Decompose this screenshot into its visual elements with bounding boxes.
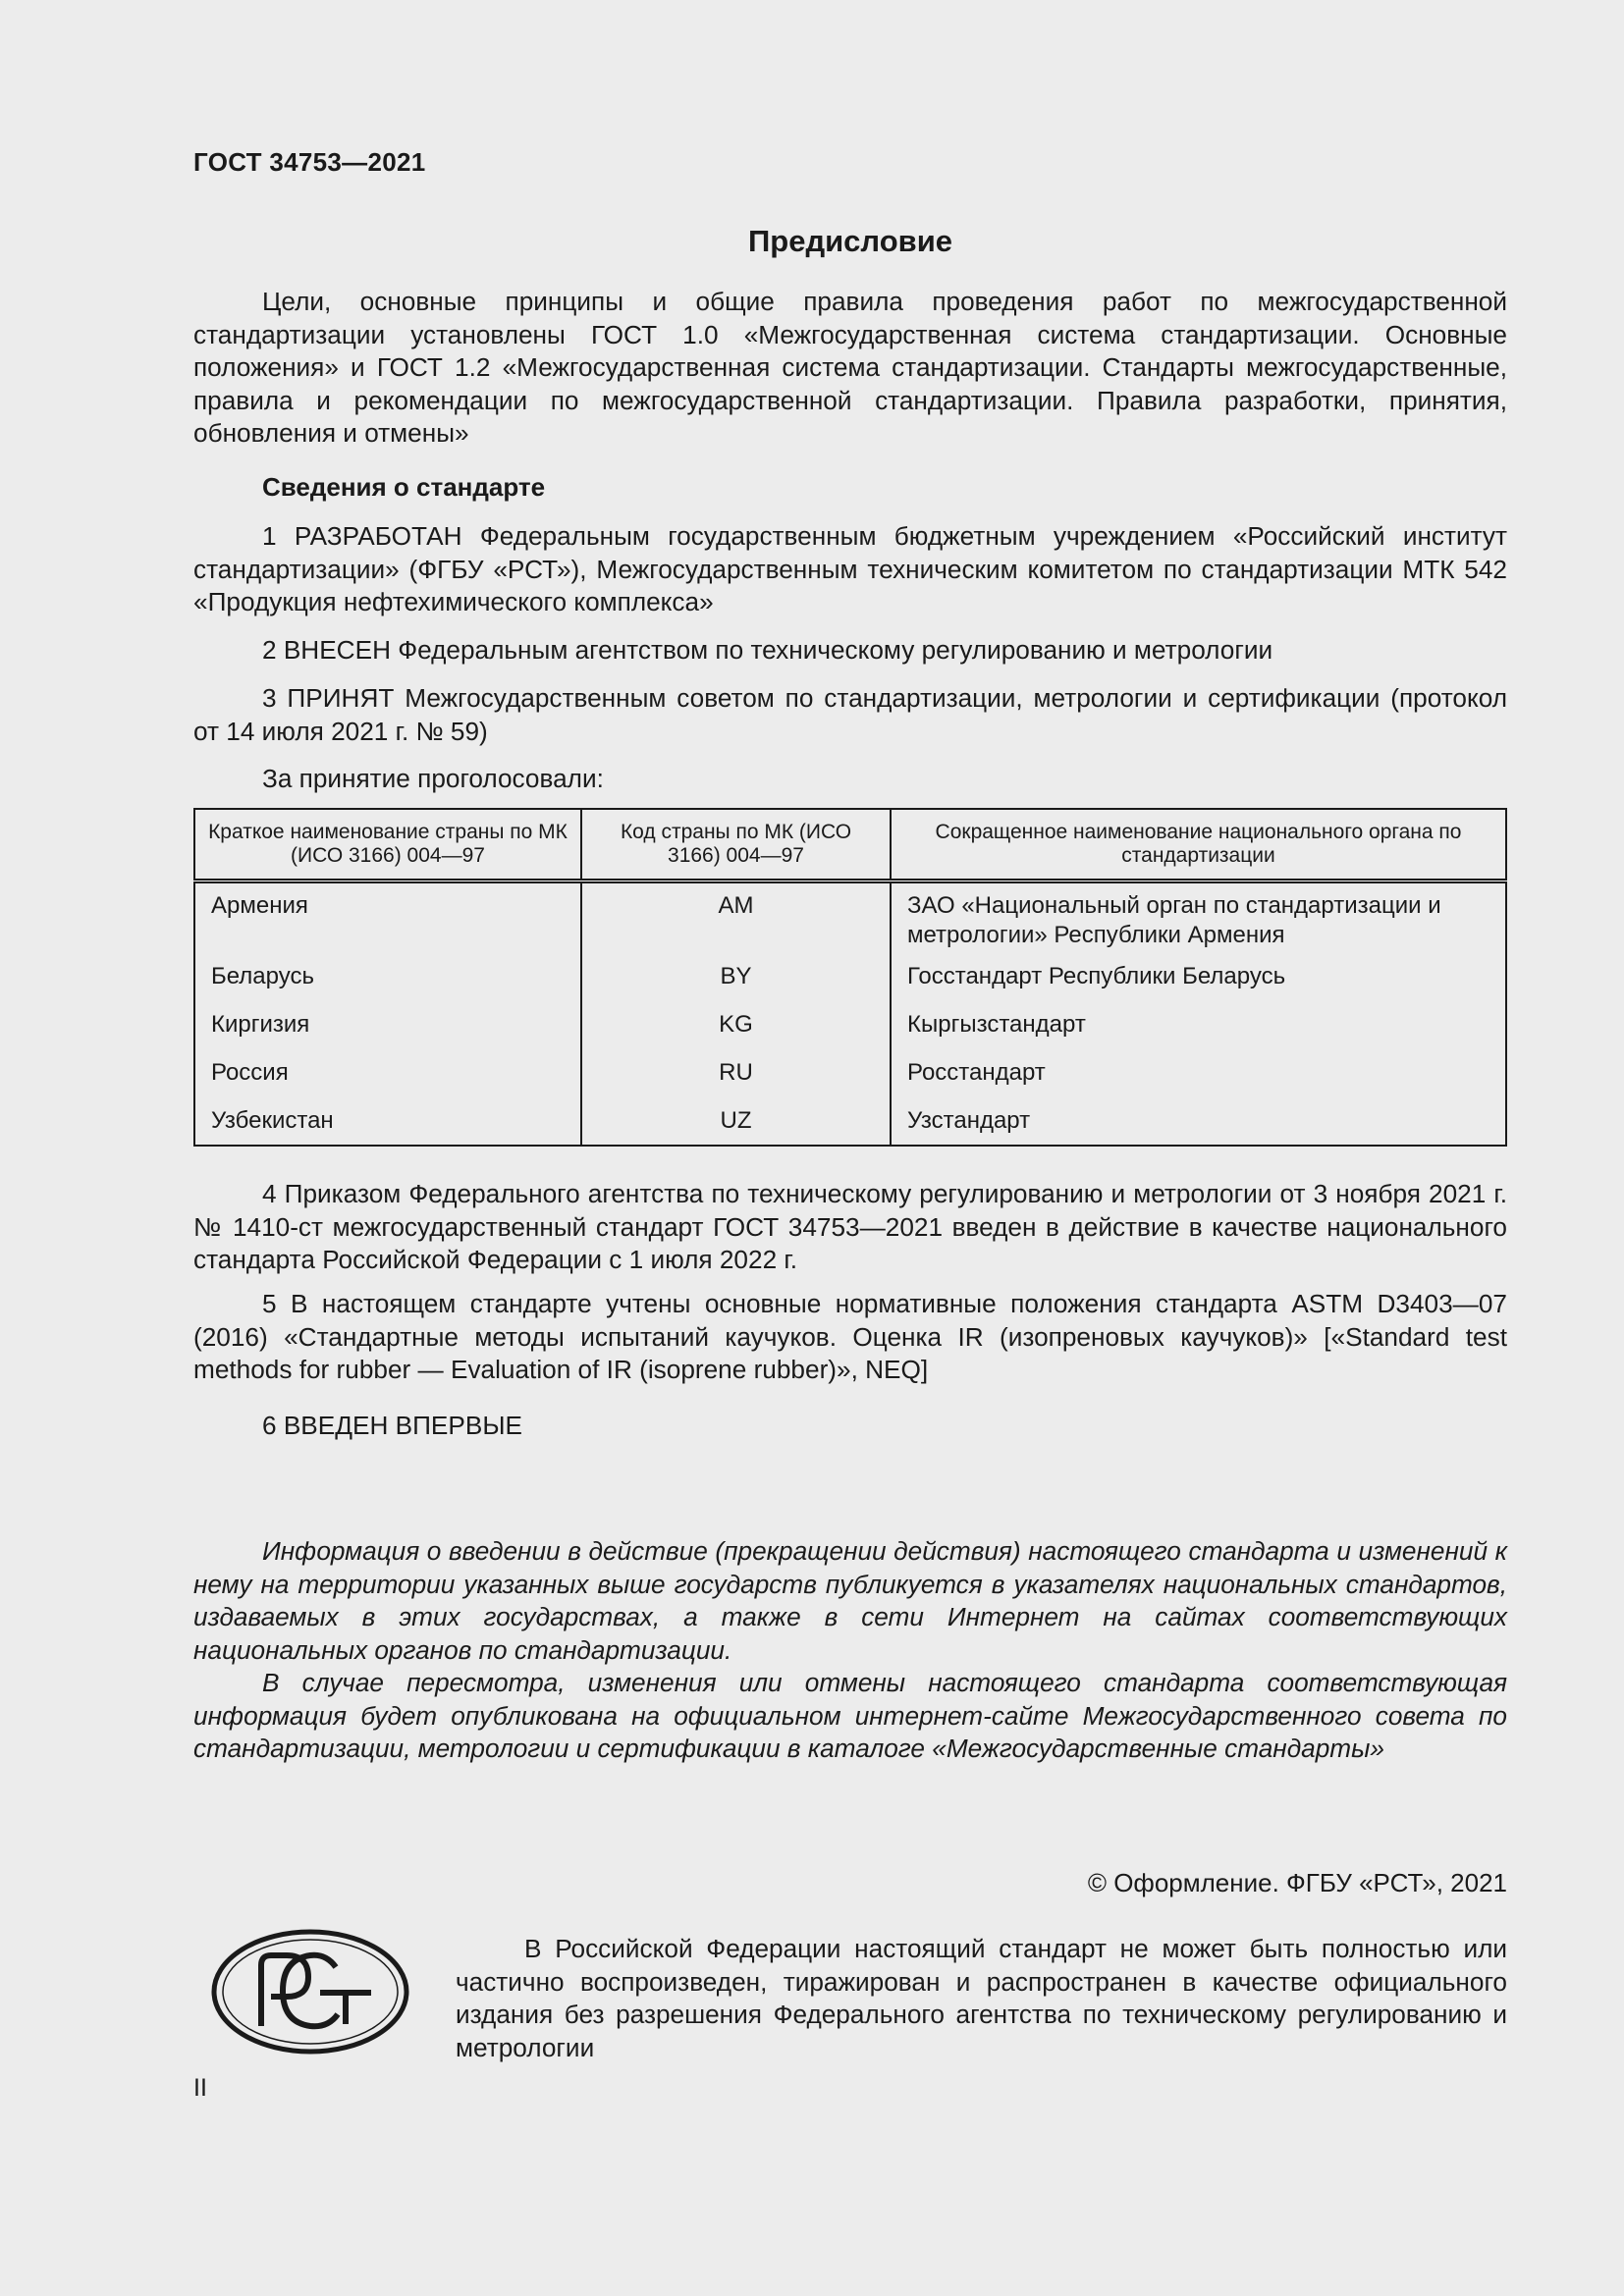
item-submitted-text: 2 ВНЕСЕН Федеральным агентством по техническому регулированию и метрологии xyxy=(262,635,1273,665)
table-cell-code: RU xyxy=(581,1052,891,1100)
table-row xyxy=(194,1004,1506,1052)
votes-label: За принятие проголосовали: xyxy=(262,764,604,793)
table-row xyxy=(194,881,1506,963)
table-header-country: Краткое наименование страны по МК (ИСО 3166) 004—97 xyxy=(194,809,581,881)
reproduction-text: В Российской Федерации настоящий стандарт не может быть полностью или частично воспроизведен, тиражирован и распространен в качестве официального издания без разрешения Федерального агентства по техническому регулированию и метрологии xyxy=(456,1934,1507,2062)
item-order-text: 4 Приказом Федерального агентства по техническому регулированию и метрологии от 3 ноября 2021 г. № 1410-ст межгосударственный стандарт ГОСТ 34753—2021 введен в действие в качестве национального стандарта Российской Федерации с 1 июля 2022 г. xyxy=(193,1179,1507,1274)
item-basis xyxy=(193,1288,1507,1387)
table-cell-country: Беларусь xyxy=(194,962,581,1004)
table-header-row xyxy=(194,809,1506,881)
table-cell-country: Узбекистан xyxy=(194,1100,581,1146)
table-cell-country: Россия xyxy=(194,1052,581,1100)
table-cell-body: Кыргызстандарт xyxy=(891,1004,1506,1052)
notice-paragraph: Информация о введении в действие (прекращении действия) настоящего стандарта и изменений к нему на территории указанных выше государств публикуется в указателях национальных стандартов, издаваемых в этих государствах, а также в сети Интернет на сайтах соответствующих национальных органов по стандартизации. xyxy=(193,1536,1507,1665)
item-developed-text: 1 РАЗРАБОТАН Федеральным государственным бюджетным учреждением «Российский институт стандартизации» (ФГБУ «РСТ»), Межгосударственным техническим комитетом по стандартизации МТК 542 «Продукция нефтехимического комплекса» xyxy=(193,521,1507,616)
table-cell-body: Узстандарт xyxy=(891,1100,1506,1146)
item-basis-text: 5 В настоящем стандарте учтены основные нормативные положения стандарта ASTM D3403—07 (2016) «Стандартные методы испытаний каучуков. Оценка IR (изопреновых каучуков)» [«Standard test methods for rubber — Evaluation of IR (isoprene rubber)», NEQ] xyxy=(193,1289,1507,1384)
reproduction-notice xyxy=(456,1933,1507,2064)
table-header-code: Код страны по МК (ИСО 3166) 004—97 xyxy=(581,809,891,881)
table-row xyxy=(194,1100,1506,1146)
table-cell-code: BY xyxy=(581,962,891,1004)
table-cell-code: UZ xyxy=(581,1100,891,1146)
item-adopted xyxy=(193,682,1507,748)
table-cell-code: AM xyxy=(581,881,891,963)
item-developed xyxy=(193,520,1507,619)
table-cell-country: Армения xyxy=(194,881,581,963)
rst-logo-icon xyxy=(210,1928,410,2060)
info-heading: Сведения о стандарте xyxy=(262,472,546,502)
notice-section xyxy=(193,1535,1507,1766)
intro-paragraph: Цели, основные принципы и общие правила проведения работ по межгосударственной стандартизации установлены ГОСТ 1.0 «Межгосударственная система стандартизации. Основные положения» и ГОСТ 1.2 «Межгосударственная система стандартизации. Стандарты межгосударственные, правила и рекомендации по межгосударственной стандартизации. Правила разработки, принятия, обновления и отмены» xyxy=(193,287,1507,448)
item-first-text: 6 ВВЕДЕН ВПЕРВЫЕ xyxy=(262,1411,522,1440)
page-number: II xyxy=(193,2074,207,2102)
item-submitted xyxy=(193,634,1507,667)
table-row xyxy=(194,1052,1506,1100)
table-cell-body: Росстандарт xyxy=(891,1052,1506,1100)
intro-section xyxy=(193,286,1507,451)
item-first xyxy=(193,1410,1507,1443)
table-row xyxy=(194,962,1506,1004)
notice-paragraph: В случае пересмотра, изменения или отмены настоящего стандарта соответствующая информация будет опубликована на официальном интернет-сайте Межгосударственного совета по стандартизации, метрологии и сертификации в каталоге «Межгосударственные стандарты» xyxy=(193,1668,1507,1763)
document-designation: ГОСТ 34753—2021 xyxy=(193,147,426,177)
table-cell-body: Госстандарт Республики Беларусь xyxy=(891,962,1506,1004)
item-adopted-text: 3 ПРИНЯТ Межгосударственным советом по стандартизации, метрологии и сертификации (протокол от 14 июля 2021 г. № 59) xyxy=(193,683,1507,746)
table-cell-body: ЗАО «Национальный орган по стандартизации и метрологии» Республики Армения xyxy=(891,881,1506,963)
item-order xyxy=(193,1178,1507,1277)
table-cell-code: KG xyxy=(581,1004,891,1052)
table-cell-country: Киргизия xyxy=(194,1004,581,1052)
copyright-line: © Оформление. ФГБУ «РСТ», 2021 xyxy=(1087,1868,1507,1897)
voting-table xyxy=(193,808,1507,1147)
page-title: Предисловие xyxy=(747,224,952,258)
table-header-body: Сокращенное наименование национального органа по стандартизации xyxy=(891,809,1506,881)
